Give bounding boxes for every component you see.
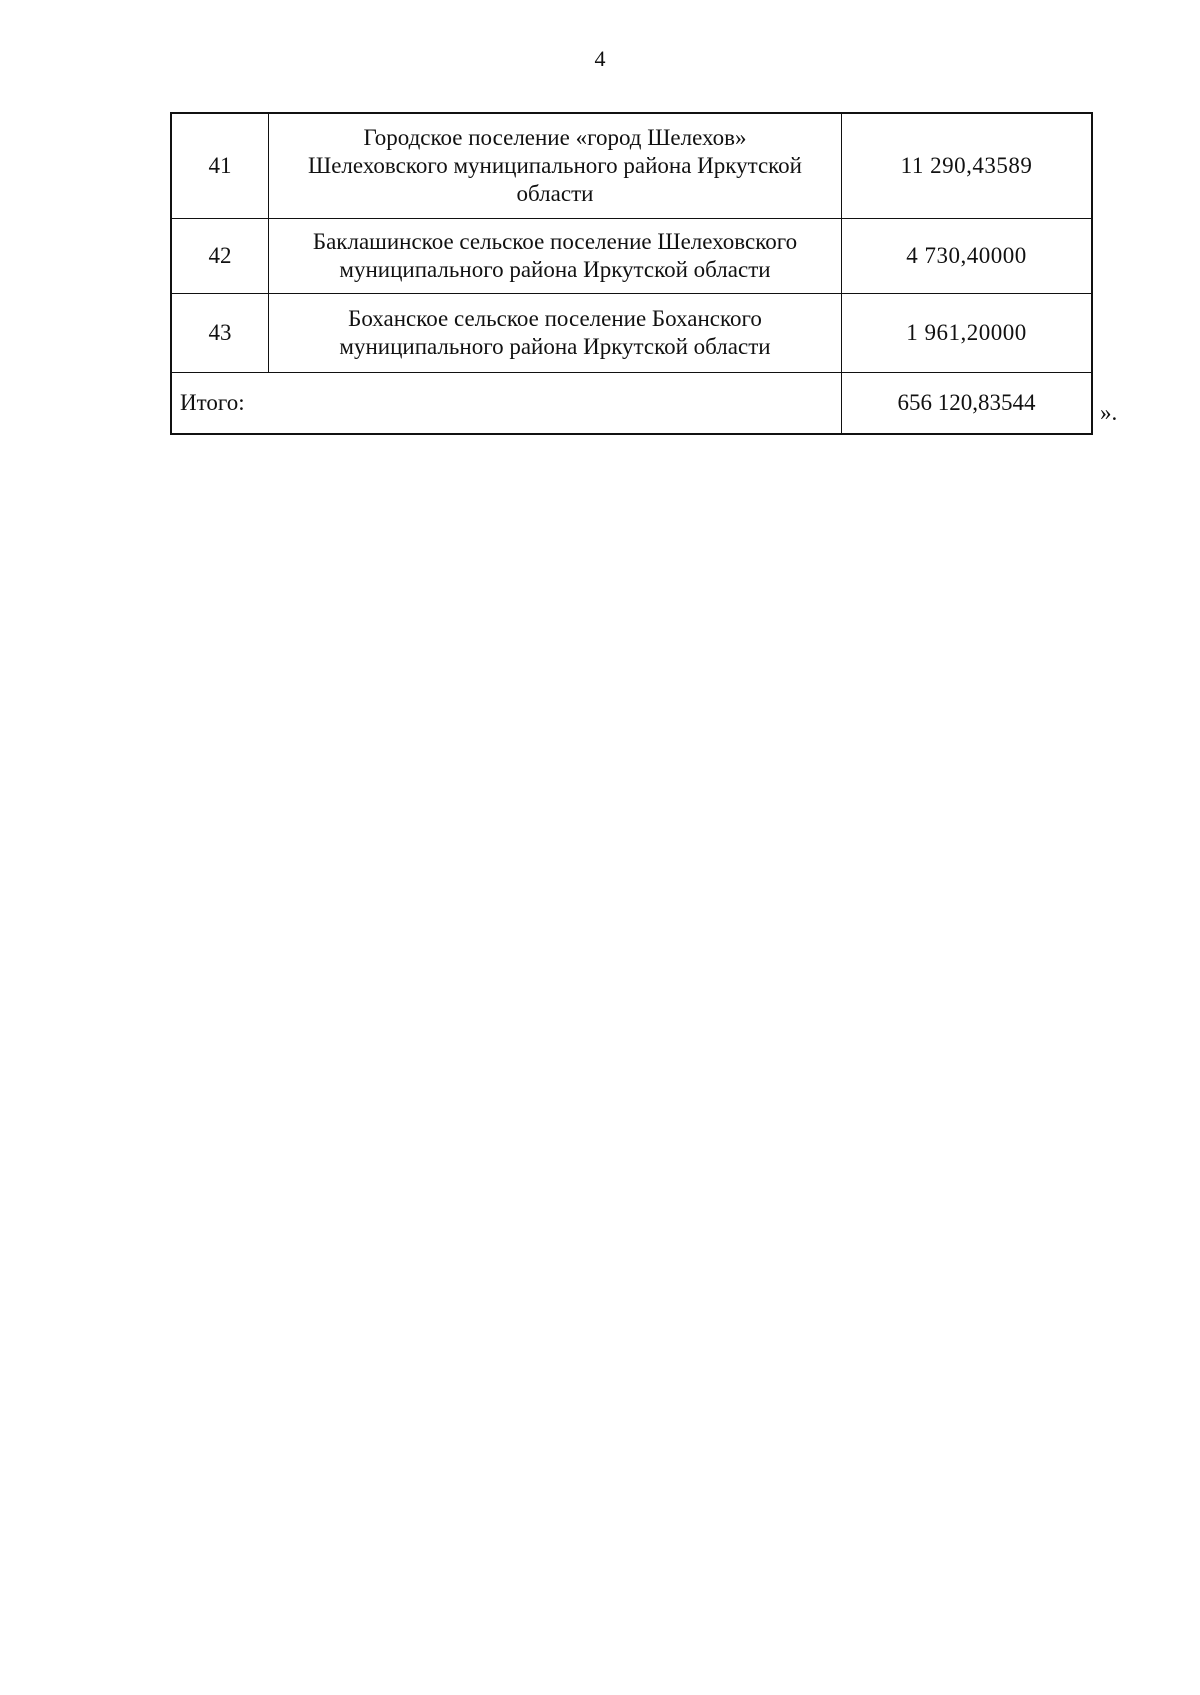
table-row [171, 219, 1092, 294]
amount-value: 11 290,43589 [842, 113, 1093, 219]
amount-value: 1 961,20000 [842, 294, 1093, 373]
settlement-name-line: муниципального района Иркутской области [339, 257, 771, 282]
total-label: Итого: [171, 373, 842, 435]
budget-table [170, 112, 1093, 435]
total-amount: 656 120,83544 [842, 373, 1093, 435]
settlement-name [269, 294, 842, 373]
settlement-name-line: Баклашинское сельское поселение Шелеховского [312, 229, 798, 254]
row-number: 41 [171, 113, 269, 219]
closing-quote: ». [1100, 400, 1118, 425]
row-number: 42 [171, 219, 269, 294]
settlement-name-line: области [516, 181, 594, 206]
total-row [171, 373, 1092, 435]
page-number: 4 [594, 46, 606, 71]
amount-value: 4 730,40000 [842, 219, 1093, 294]
settlement-name-line: муниципального района Иркутской области [339, 334, 771, 359]
row-number: 43 [171, 294, 269, 373]
settlement-name-line: Городское поселение «город Шелехов» [363, 125, 747, 150]
table-row [171, 113, 1092, 219]
settlement-name-line: Боханское сельское поселение Боханского [348, 306, 762, 331]
budget-table-container [170, 112, 1093, 435]
settlement-name [269, 219, 842, 294]
settlement-name [269, 113, 842, 219]
settlement-name-line: Шелеховского муниципального района Иркутской [308, 153, 802, 178]
table-row [171, 294, 1092, 373]
